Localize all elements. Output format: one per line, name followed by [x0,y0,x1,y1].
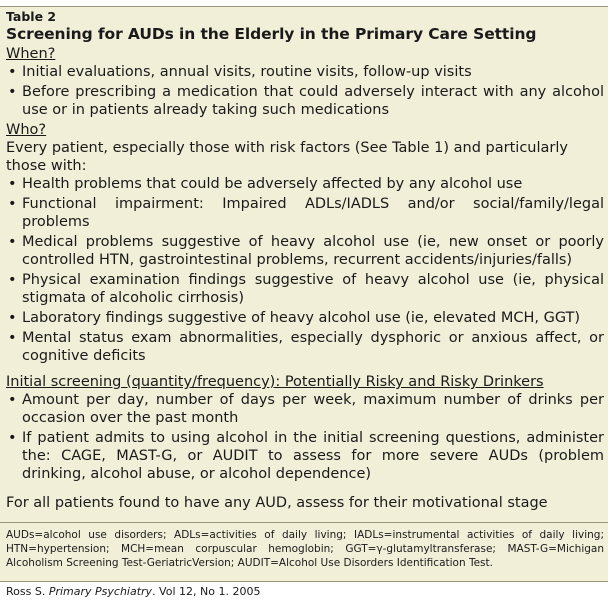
table-label: Table 2 [6,9,57,24]
table-footnote: AUDs=alcohol use disorders; ADLs=activities of daily living; IADLs=instrumental activities of daily living; HTN=hypertension; MCH=mean corpuscular hemoglobin; GGT=γ-glutamyltransferase; MAST-G=Michigan Alcoholism Screening Test-GeriatricVersion; AUDIT=Alcohol Use Disorders Identification Test. [0,522,608,570]
source-authors: Ross S. [6,585,46,598]
list-item: • Health problems that could be adversely affected by any alcohol use [6,175,604,193]
list-item: • Mental status exam abnormalities, especially dysphoric or anxious affect, or cognitive deficits [6,329,604,365]
initial-screening-heading: Initial screening (quantity/frequency): Potentially Risky and Risky Drinkers [6,374,544,390]
list-item: • Initial evaluations, annual visits, routine visits, follow-up visits [6,63,604,81]
who-list [6,175,604,365]
who-heading: Who? [6,122,47,138]
list-item: • Functional impairment: Impaired ADLs/IADLS and/or social/family/legal problems [6,195,604,231]
initial-screening-list [6,391,604,483]
table-title: Screening for AUDs in the Elderly in the Primary Care Setting [6,25,537,43]
list-item: • Amount per day, number of days per week, maximum number of drinks per occasion over the past month [6,391,604,427]
when-heading: When? [6,46,56,62]
list-item: • Laboratory findings suggestive of heavy alcohol use (ie, elevated MCH, GGT) [6,309,604,327]
source-volume: . Vol 12, No 1. 2005 [152,585,261,598]
who-intro: Every patient, especially those with risk factors (See Table 1) and particularly those with: [6,140,568,174]
source-journal: Primary Psychiatry [48,585,153,598]
list-item: • Before prescribing a medication that could adversely interact with any alcohol use or in patients already taking such medications [6,83,604,119]
source-citation [6,585,260,599]
when-list [6,63,604,119]
list-item: • If patient admits to using alcohol in the initial screening questions, administer the: CAGE, MAST-G, or AUDIT to assess for more severe AUDs (problem drinking, alcohol abuse, or alcohol dependence) [6,429,604,483]
screening-table [0,6,608,582]
list-item: • Medical problems suggestive of heavy alcohol use (ie, new onset or poorly controlled HTN, gastrointestinal problems, recurrent accidents/injuries/falls) [6,233,604,269]
list-item: • Physical examination findings suggestive of heavy alcohol use (ie, physical stigmata of alcoholic cirrhosis) [6,271,604,307]
closing-statement: For all patients found to have any AUD, assess for their motivational stage [6,495,548,511]
